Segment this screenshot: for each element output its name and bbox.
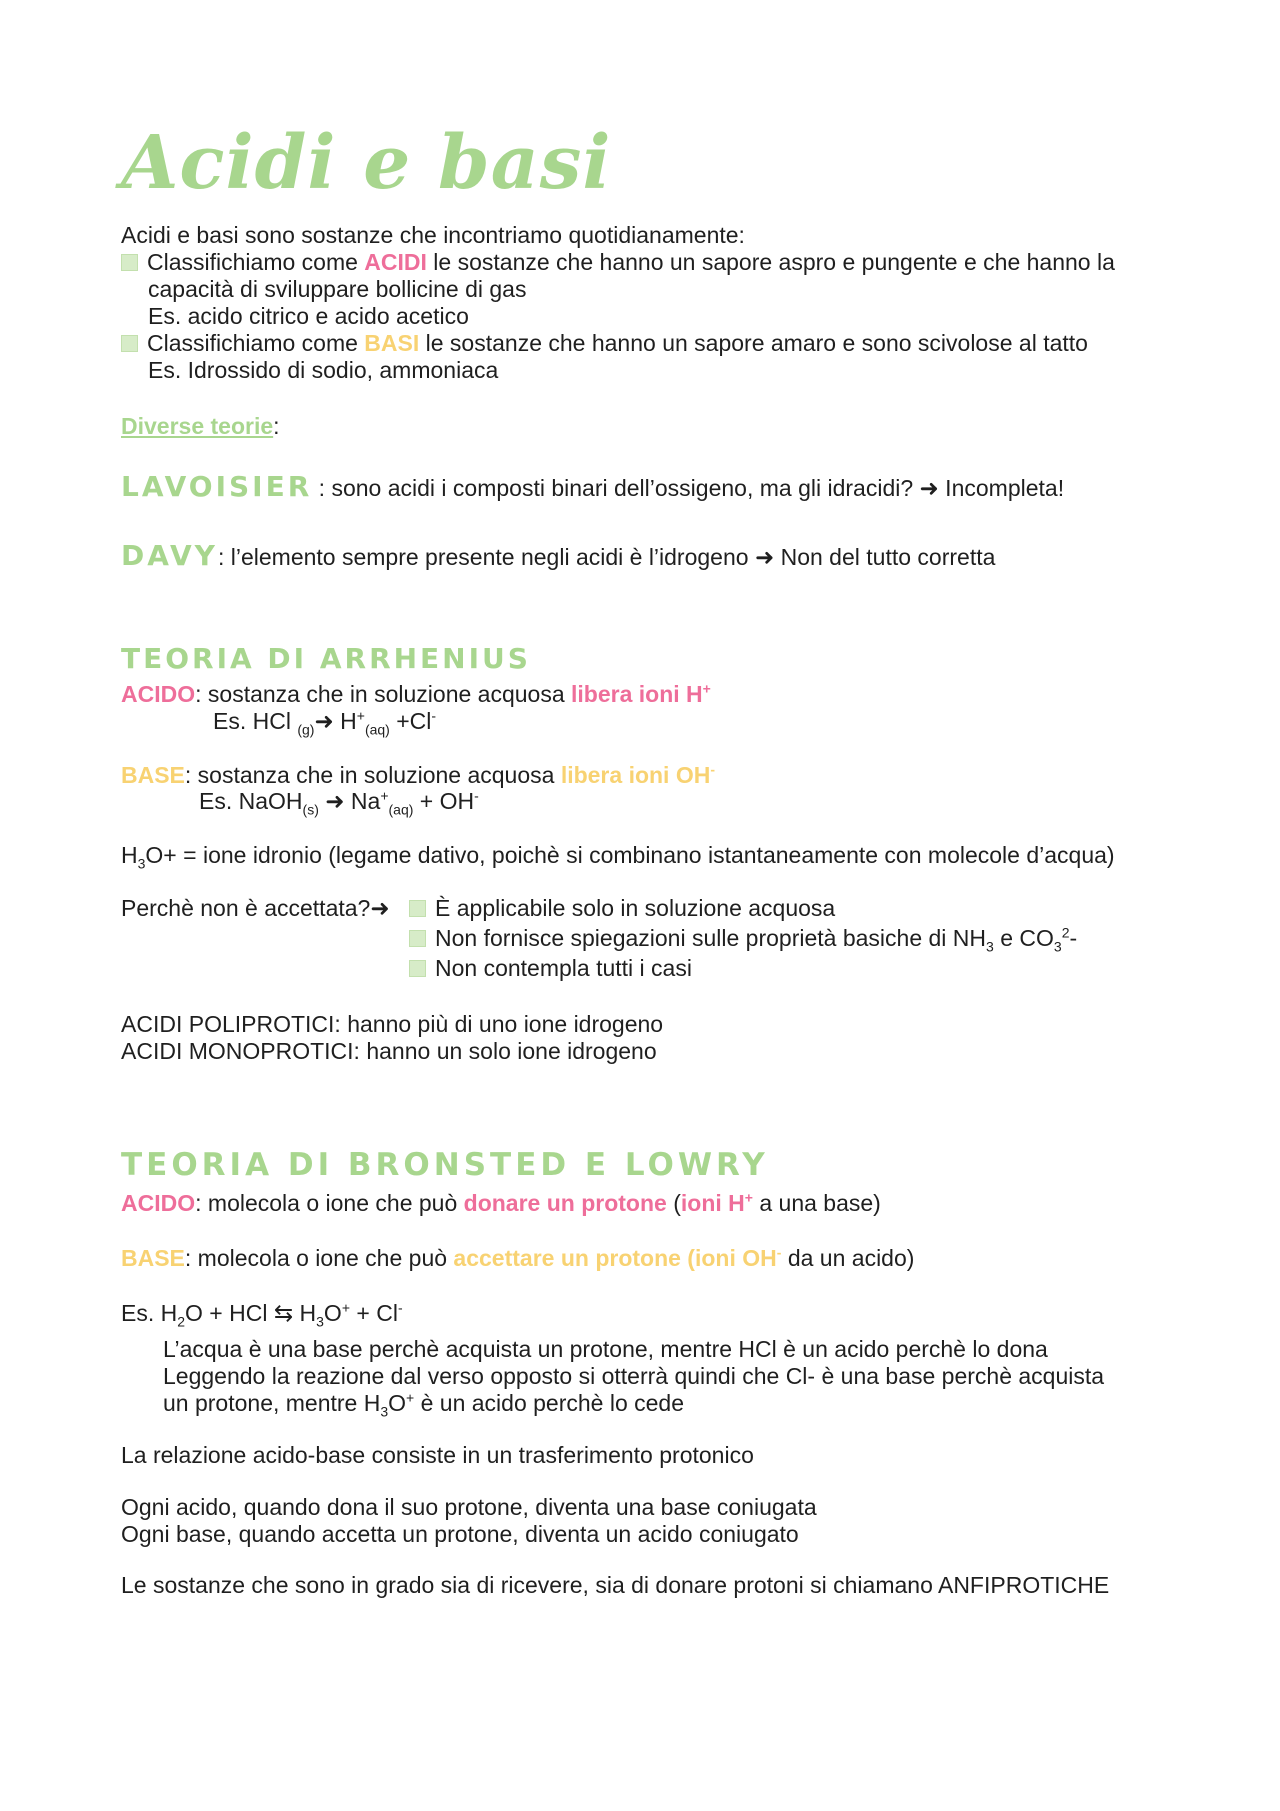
ogni-acido-line: Ogni acido, quando dona il suo protone, diventa una base coniugata — [121, 1494, 817, 1520]
diverse-teorie: Diverse teorie: — [121, 413, 280, 439]
arrhenius-base: BASE: sostanza che in soluzione acquosa libera ioni OH- — [121, 761, 716, 788]
reason-item: Non contempla tutti i casi — [409, 955, 1077, 982]
intro-acidi-line: Classifichiamo come ACIDI le sostanze che hanno un sapore aspro e pungente e che hanno la — [121, 249, 1115, 276]
arrhenius-heading: TEORIA DI ARRHENIUS — [121, 642, 531, 675]
intro-acidi-example: Es. acido citrico e acido acetico — [148, 303, 469, 329]
idronio-line: $H_3O+$ = ione idronio (legame dativo, poichè si combinano istantaneamente con molecole d’acqua) — [121, 842, 1115, 872]
coniugati-block — [121, 1494, 817, 1548]
arrhenius-acido: ACIDO: sostanza che in soluzione acquosa libera ioni H+ — [121, 680, 711, 707]
acidi-highlight: ACIDI — [364, 249, 427, 275]
basi-highlight: BASI — [364, 330, 420, 356]
davy-heading: DAVY — [121, 539, 218, 572]
bronsted-acido: ACIDO: molecola o ione che può donare un protone (ioni H+ a una base) — [121, 1189, 881, 1216]
davy-line — [121, 539, 995, 573]
checkbox-bullet-icon — [121, 254, 138, 271]
bronsted-example: Es. $H_2O$ + HCl ⇆ $H_3O^+ + Cl^-$ — [121, 1299, 403, 1330]
checkbox-bullet-icon — [409, 960, 426, 977]
davy-text: : l’elemento sempre presente negli acidi è l’idrogeno ➜ Non del tutto corretta — [217, 544, 996, 570]
ogni-base-line: Ogni base, quando accetta un protone, diventa un acido coniugato — [121, 1521, 799, 1547]
arrhenius-acido-example: Es. HCl $_{(g)}$➜ $H^+_{(aq)} +Cl^-$ — [213, 707, 437, 738]
lavoisier-heading: LAVOISIER — [121, 470, 313, 503]
intro-lead: Acidi e basi sono sostanze che incontriamo quotidianamente: — [121, 222, 745, 248]
reason-item: Non fornisce spiegazioni sulle proprietà basiche di $NH_3$ e $CO_3^2-$ — [409, 925, 1077, 952]
intro-basi-line: Classifichiamo come BASI le sostanze che hanno un sapore amaro e sono scivolose al tatto — [121, 330, 1115, 357]
reasons-list — [409, 895, 1077, 982]
checkbox-bullet-icon — [409, 900, 426, 917]
bronsted-explanation: L’acqua è una base perchè acquista un protone, mentre HCl è un acido perchè lo dona Leggendo la reazione dal verso opposto si otterrà quindi che Cl- è una base perchè acquista un protone, mentre $H_3O^+$ è un acido perchè lo cede — [163, 1336, 1105, 1420]
anfiprotiche-line: Le sostanze che sono in grado sia di ricevere, sia di donare protoni si chiamano ANFIPROTICHE — [121, 1572, 1110, 1598]
perche-label: Perchè non è accettata?➜ — [121, 895, 390, 921]
base-label: BASE — [121, 762, 185, 788]
intro-acidi-cont: capacità di sviluppare bollicine di gas — [148, 276, 527, 302]
relazione-line: La relazione acido-base consiste in un trasferimento protonico — [121, 1442, 754, 1468]
checkbox-bullet-icon — [121, 335, 138, 352]
arrhenius-base-example: Es. NaOH$_{(s)}$ ➜ $Na^+_{(aq)} + OH^-$ — [199, 787, 479, 818]
poliprotici-block — [121, 1011, 663, 1065]
diverse-teorie-label: Diverse teorie — [121, 413, 274, 439]
bronsted-heading: TEORIA DI BRONSTED E LOWRY — [121, 1147, 769, 1183]
acido-label: ACIDO — [121, 681, 196, 707]
intro-basi-example: Es. Idrossido di sodio, ammoniaca — [148, 357, 499, 383]
reason-item: È applicabile solo in soluzione acquosa — [409, 895, 1077, 922]
lavoisier-text: : sono acidi i composti binari dell’ossigeno, ma gli idracidi? ➜ Incompleta! — [312, 475, 1065, 501]
bronsted-base: BASE: molecola o ione che può accettare un protone (ioni OH- da un acido) — [121, 1244, 915, 1271]
page-title: Acidi e basi — [121, 120, 612, 206]
lavoisier-line — [121, 470, 1064, 504]
intro-section — [121, 222, 1115, 384]
monoprotici-line: ACIDI MONOPROTICI: hanno un solo ione idrogeno — [121, 1038, 657, 1064]
poliprotici-line: ACIDI POLIPROTICI: hanno più di uno ione idrogeno — [121, 1011, 664, 1037]
checkbox-bullet-icon — [409, 930, 426, 947]
